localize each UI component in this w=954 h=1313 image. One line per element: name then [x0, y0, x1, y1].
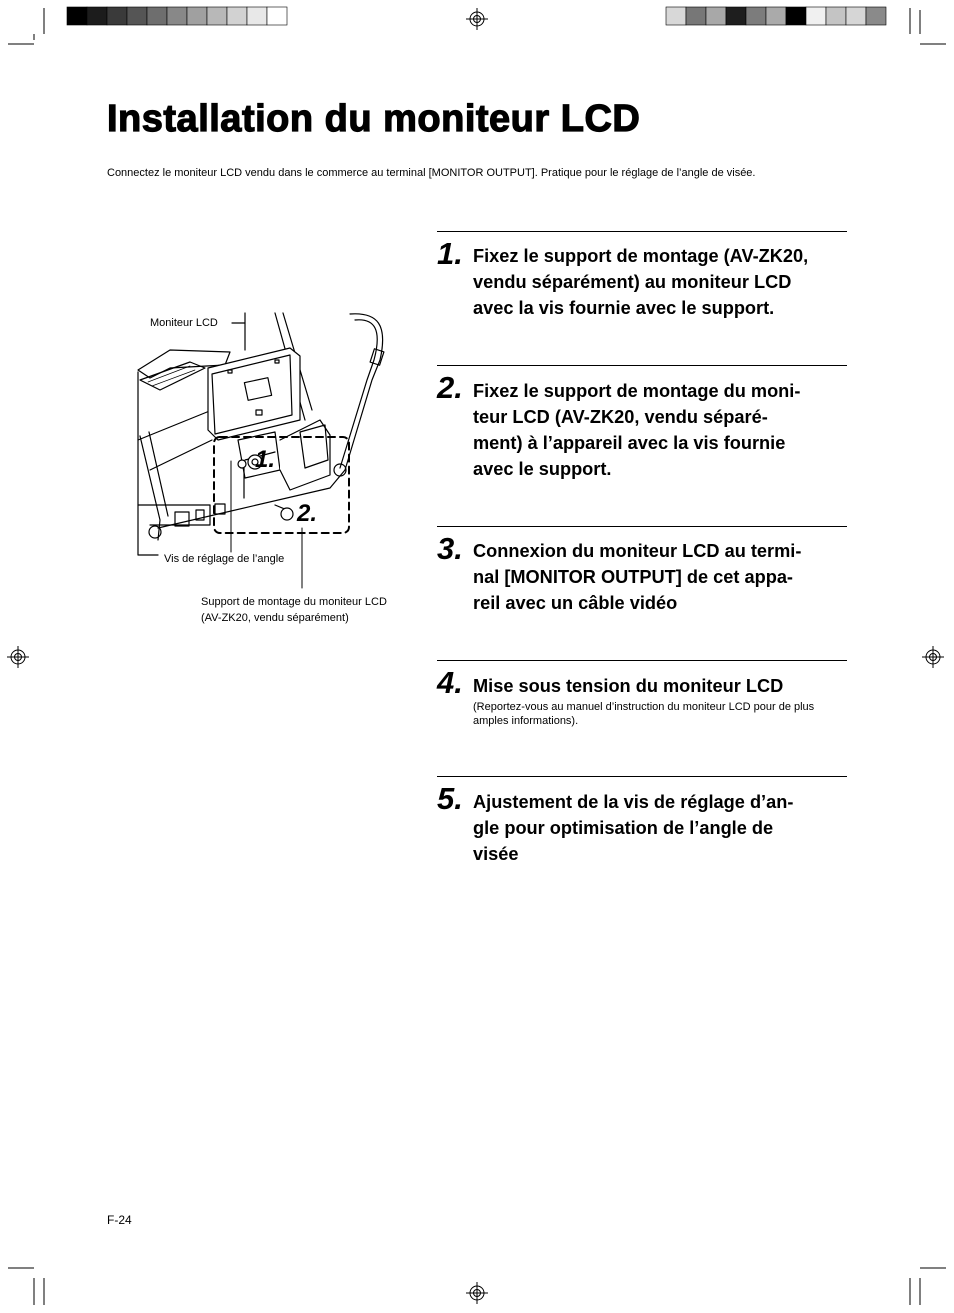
step-3-text: [473, 538, 849, 616]
step-divider: [437, 660, 847, 661]
step-number: 5.: [437, 781, 463, 816]
note-line: amples informations).: [473, 715, 579, 727]
step-4-note: [473, 700, 853, 728]
step-number: 2.: [437, 370, 463, 405]
step-number: 4.: [437, 665, 463, 700]
step-line: Fixez le support de montage du moni-: [473, 381, 801, 401]
step-line: ment) à l’appareil avec la vis fournie: [473, 433, 786, 453]
step-number: 3.: [437, 531, 463, 566]
page-number: F-24: [107, 1213, 132, 1227]
step-line: visée: [473, 844, 519, 864]
intro-text: Connectez le moniteur LCD vendu dans le commerce au terminal [MONITOR OUTPUT]. Pratique pour le réglage de l’angle de visée.: [107, 167, 756, 179]
callout-bracket-line1: Support de montage du moniteur LCD: [201, 596, 387, 608]
step-line: vendu séparément) au moniteur LCD: [473, 272, 792, 292]
step-line: Ajustement de la vis de réglage d’an-: [473, 792, 794, 812]
step-number: 1.: [437, 236, 463, 271]
step-divider: [437, 365, 847, 366]
step-5-text: [473, 789, 849, 867]
callout-monitor: Moniteur LCD: [150, 317, 218, 329]
step-divider: [437, 231, 847, 232]
figure-marker-2: 2.: [297, 500, 318, 527]
step-line: Connexion du moniteur LCD au termi-: [473, 541, 802, 561]
step-line: nal [MONITOR OUTPUT] de cet appa-: [473, 567, 793, 587]
step-line: Mise sous tension du moniteur LCD: [473, 676, 784, 696]
callout-bracket-line2: (AV-ZK20, vendu séparément): [201, 612, 349, 624]
step-line: teur LCD (AV-ZK20, vendu séparé-: [473, 407, 768, 427]
callout-screw: Vis de réglage de l’angle: [164, 553, 285, 565]
step-line: Fixez le support de montage (AV-ZK20,: [473, 246, 809, 266]
step-2-text: [473, 378, 849, 482]
figure-marker-1: 1.: [255, 446, 276, 473]
page-title: Installation du moniteur LCD: [107, 98, 641, 140]
step-line: gle pour optimisation de l’angle de: [473, 818, 774, 838]
note-line: (Reportez-vous au manuel d’instruction du moniteur LCD pour de plus: [473, 701, 815, 713]
step-divider: [437, 526, 847, 527]
step-line: avec la vis fournie avec le support.: [473, 298, 775, 318]
step-4-text: [473, 673, 849, 699]
step-line: avec le support.: [473, 459, 612, 479]
step-divider: [437, 776, 847, 777]
step-line: reil avec un câble vidéo: [473, 593, 678, 613]
step-1-text: [473, 243, 849, 321]
